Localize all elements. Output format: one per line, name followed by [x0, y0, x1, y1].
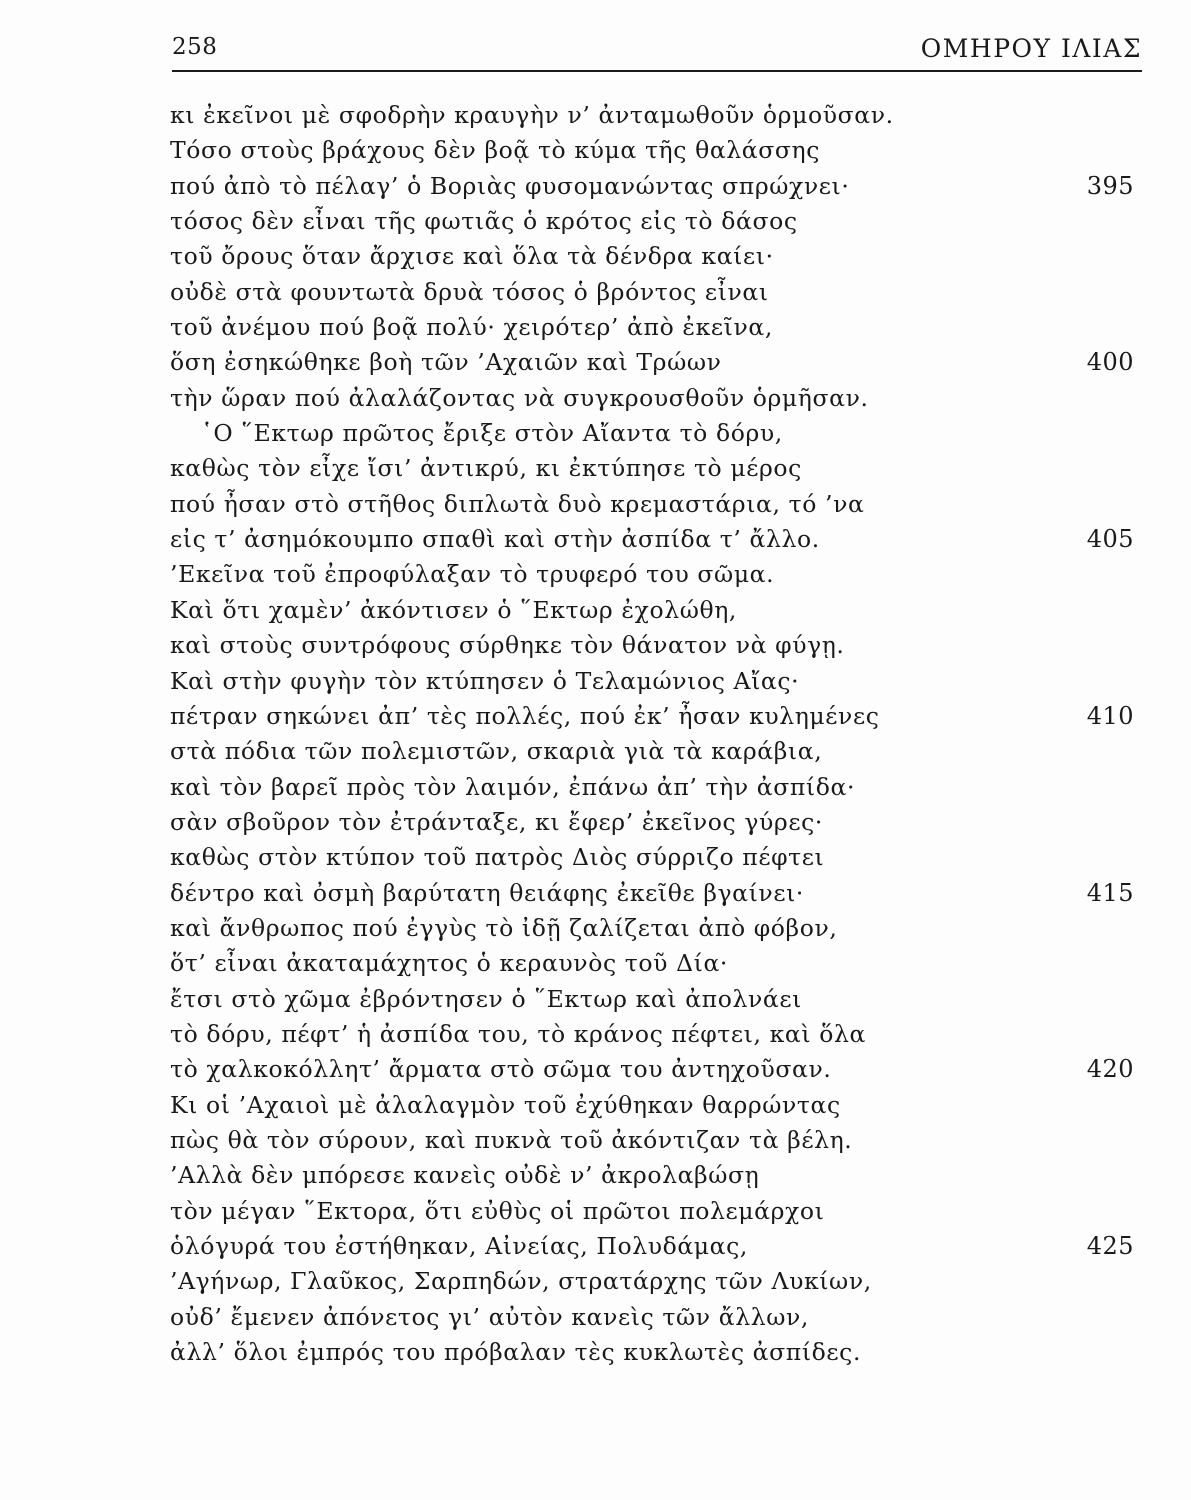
verse-text: ἔτσι στὸ χῶμα ἐβρόντησεν ὁ ῞Εκτωρ καὶ ἀπολνάει [170, 984, 802, 1013]
verse-text: ὅση ἐσηκώθηκε βοὴ τῶν ’Αχαιῶν καὶ Τρώων [170, 348, 722, 377]
line-number: 410 [1086, 701, 1134, 730]
verse-line [155, 557, 1140, 592]
verse-text: στὰ πόδια τῶν πολεμιστῶν, σκαριὰ γιὰ τὰ καράβια, [170, 737, 823, 766]
verse-line [155, 416, 1140, 451]
verse-block [155, 98, 1140, 1370]
verse-text: τοῦ ἀνέμου πού βοᾷ πολύ· χειρότερ’ ἀπὸ ἐκεῖνα, [170, 313, 773, 342]
verse-text: Κι οἱ ’Αχαιοὶ μὲ ἀλαλαγμὸν τοῦ ἐχύθηκαν θαρρώντας [170, 1090, 841, 1119]
line-number: 420 [1086, 1055, 1134, 1084]
verse-text: πού ἀπὸ τὸ πέλαγ’ ὁ Βοριὰς φυσομανώντας σπρώχνει· [170, 171, 850, 200]
verse-text: ὅτ’ εἶναι ἀκαταμάχητος ὁ κεραυνὸς τοῦ Δία· [170, 949, 729, 978]
verse-line [155, 1017, 1140, 1052]
verse-line [155, 1264, 1140, 1299]
verse-line [155, 805, 1140, 840]
verse-text: πού ἦσαν στὸ στῆθος διπλωτὰ δυὸ κρεμαστάρια, τό ’να [170, 489, 865, 518]
verse-text: ῾Ο ῞Εκτωρ πρῶτος ἔριξε στὸν Αἴαντα τὸ δόρυ, [201, 419, 783, 448]
verse-text: ὁλόγυρά του ἐστήθηκαν, Αἰνείας, Πολυδάμας, [170, 1232, 748, 1260]
verse-line [155, 911, 1140, 946]
verse-line [155, 876, 1140, 911]
line-number: 395 [1086, 171, 1134, 200]
verse-text: καὶ ἄνθρωπος πού ἐγγὺς τὸ ἰδῇ ζαλίζεται ἀπὸ φόβον, [170, 913, 838, 942]
verse-line [155, 98, 1140, 133]
verse-text: ’Εκεῖνα τοῦ ἐπροφύλαξαν τὸ τρυφερό του σῶμα. [170, 560, 775, 589]
verse-line [155, 1194, 1140, 1229]
verse-text: Καὶ στὴν φυγὴν τὸν κτύπησεν ὁ Τελαμώνιος Αἴας· [170, 666, 800, 695]
verse-line [155, 593, 1140, 628]
verse-text: καθὼς στὸν κτύπον τοῦ πατρὸς Διὸς σύρριζο πέφτει [170, 843, 825, 872]
verse-text: σὰν σβοῦρον τὸν ἐτράνταξε, κι ἔφερ’ ἐκεῖνος γύρες· [170, 807, 823, 836]
verse-text: οὐδὲ στὰ φουντωτὰ δρυὰ τόσος ὁ βρόντος εἶναι [170, 277, 769, 306]
verse-line [155, 1229, 1140, 1264]
verse-text: τὸ δόρυ, πέφτ’ ἡ ἀσπίδα του, τὸ κράνος πέφτει, καὶ ὅλα [170, 1019, 866, 1048]
verse-line [155, 982, 1140, 1017]
verse-line [155, 522, 1140, 557]
verse-text: οὐδ’ ἔμενεν ἀπόνετος γι’ αὐτὸν κανεὶς τῶν ἄλλων, [170, 1302, 809, 1331]
verse-text: Τόσο στοὺς βράχους δὲν βοᾷ τὸ κύμα τῆς θαλάσσης [170, 136, 820, 165]
verse-line [155, 664, 1140, 699]
verse-text: πέτραν σηκώνει ἀπ’ τὲς πολλές, πού ἐκ’ ἦσαν κυλημένες [170, 701, 880, 730]
verse-line [155, 310, 1140, 345]
verse-text: Καὶ ὅτι χαμὲν’ ἀκόντισεν ὁ ῞Εκτωρ ἐχολώθη, [170, 595, 737, 624]
verse-line [155, 1088, 1140, 1123]
running-title: ΟΜΗΡΟΥ ΙΛΙΑΣ [920, 34, 1142, 63]
verse-text: κι ἐκεῖνοι μὲ σφοδρὴν κραυγὴν ν’ ἀνταμωθοῦν ὁρμοῦσαν. [170, 101, 894, 129]
verse-line [155, 1052, 1140, 1087]
verse-line [155, 628, 1140, 663]
verse-text: τόσος δὲν εἶναι τῆς φωτιᾶς ὁ κρότος εἰς τὸ δάσος [170, 207, 798, 236]
verse-text: ἀλλ’ ὅλοι ἐμπρός του πρόβαλαν τὲς κυκλωτὲς ἀσπίδες. [170, 1338, 862, 1367]
verse-line [155, 770, 1140, 805]
verse-line [155, 204, 1140, 239]
verse-line [155, 169, 1140, 204]
header-rule [172, 70, 1142, 72]
verse-line [155, 840, 1140, 875]
verse-line [155, 1158, 1140, 1193]
verse-text: ’Αγήνωρ, Γλαῦκος, Σαρπηδών, στρατάρχης τῶν Λυκίων, [170, 1267, 872, 1296]
verse-line [155, 699, 1140, 734]
verse-text: τὸ χαλκοκόλλητ’ ἄρματα στὸ σῶμα του ἀντηχοῦσαν. [170, 1055, 832, 1084]
verse-text: τὸν μέγαν ῞Εκτορα, ὅτι εὐθὺς οἱ πρῶτοι πολεμάρχοι [170, 1196, 825, 1225]
line-number: 405 [1086, 525, 1134, 554]
verse-text: εἰς τ’ ἀσημόκουμπο σπαθὶ καὶ στὴν ἀσπίδα τ’ ἄλλο. [170, 525, 820, 554]
verse-line [155, 133, 1140, 168]
verse-text: τοῦ ὄρους ὅταν ἄρχισε καὶ ὅλα τὰ δένδρα καίει· [170, 242, 774, 271]
verse-text: καθὼς τὸν εἶχε ἴσι’ ἀντικρύ, κι ἐκτύπησε τὸ μέρος [170, 454, 802, 483]
verse-text: ’Αλλὰ δὲν μπόρεσε κανεὶς οὐδὲ ν’ ἀκρολαβώσῃ [170, 1161, 760, 1190]
verse-line [155, 1335, 1140, 1370]
page-number: 258 [172, 34, 218, 60]
verse-line [155, 1300, 1140, 1335]
verse-line [155, 451, 1140, 486]
verse-text: δέντρο καὶ ὀσμὴ βαρύτατη θειάφης ἐκεῖθε βγαίνει· [170, 878, 804, 907]
verse-text: καὶ στοὺς συντρόφους σύρθηκε τὸν θάνατον νὰ φύγῃ. [170, 631, 845, 660]
verse-text: τὴν ὥραν πού ἀλαλάζοντας νὰ συγκρουσθοῦν ὁρμῆσαν. [170, 383, 869, 412]
verse-text: πὼς θὰ τὸν σύρουν, καὶ πυκνὰ τοῦ ἀκόντιζαν τὰ βέλη. [170, 1125, 853, 1154]
verse-line [155, 345, 1140, 380]
line-number: 400 [1086, 348, 1134, 377]
verse-line [155, 1123, 1140, 1158]
verse-text: καὶ τὸν βαρεῖ πρὸς τὸν λαιμόν, ἐπάνω ἀπ’ τὴν ἀσπίδα· [170, 772, 856, 801]
line-number: 415 [1086, 878, 1134, 907]
verse-line [155, 487, 1140, 522]
page-header [172, 26, 1142, 72]
verse-line [155, 946, 1140, 981]
verse-line [155, 275, 1140, 310]
verse-line [155, 239, 1140, 274]
verse-line [155, 734, 1140, 769]
verse-line [155, 381, 1140, 416]
line-number: 425 [1086, 1232, 1134, 1260]
